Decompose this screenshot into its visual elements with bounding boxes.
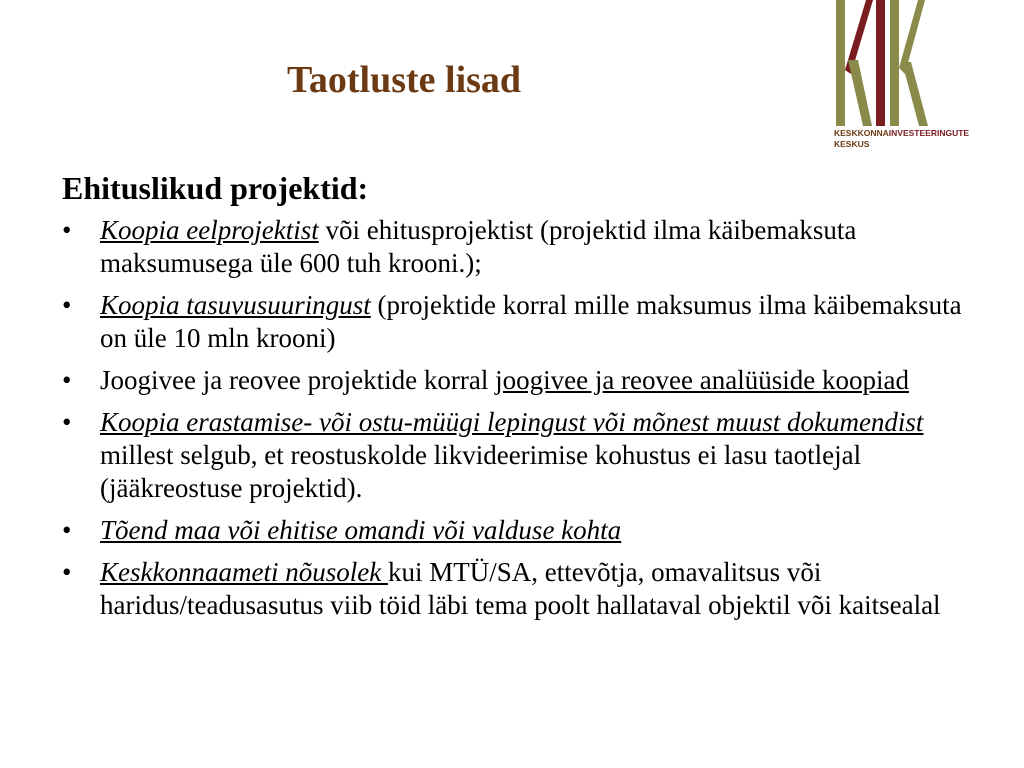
- item-underlined: joogivee ja reovee analüüside koopiad: [495, 365, 909, 395]
- bullet-icon: •: [62, 215, 72, 245]
- kik-logo: [832, 0, 982, 160]
- section-heading: Ehituslikud projektid:: [62, 170, 369, 206]
- logo-word-keskkonna: KESKKONNA: [834, 128, 889, 138]
- logo-word-investeeringute: INVESTEERINGUTE: [888, 128, 970, 138]
- item-emphasis: Keskkonnaameti nõusolek: [100, 557, 388, 587]
- kik-logo-mark: [832, 0, 982, 126]
- list-item: [62, 214, 972, 280]
- item-text: (projektide korral mille maksumus ilma käibemaksuta on üle 10 mln krooni): [100, 290, 962, 353]
- item-text: või ehitusprojektist (projektid ilma käibemaksuta maksumusega üle 600 tuh krooni.);: [100, 215, 857, 278]
- bullet-icon: •: [62, 407, 72, 437]
- bullet-icon: •: [62, 290, 72, 320]
- list-item: [62, 364, 972, 397]
- item-emphasis: Koopia tasuvusuuringust: [100, 290, 371, 320]
- bullet-icon: •: [62, 365, 72, 395]
- list-item: [62, 289, 972, 355]
- item-text: millest selgub, et reostuskolde likvideerimise kohustus ei lasu taotlejal (jääkreostuse projektid).: [100, 440, 862, 503]
- item-emphasis: Tõend maa või ehitise omandi või valduse kohta: [100, 515, 622, 545]
- logo-word-keskus: KESKUS: [834, 139, 870, 149]
- bullet-icon: •: [62, 515, 72, 545]
- requirements-list: [62, 214, 972, 622]
- item-emphasis: Koopia erastamise- või ostu-müügi lepingust või mõnest muust dokumendist: [100, 407, 924, 437]
- logo-stroke: [836, 0, 845, 126]
- list-item: [62, 556, 972, 622]
- logo-stroke: [902, 62, 928, 126]
- list-item: [62, 514, 972, 547]
- slide-title: Taotluste lisad: [287, 59, 522, 101]
- list-item: [62, 406, 972, 505]
- item-text: Joogivee ja reovee projektide korral: [100, 365, 496, 395]
- slide-body: [62, 168, 972, 631]
- bullet-icon: •: [62, 557, 72, 587]
- logo-stroke: [890, 0, 899, 126]
- logo-stroke: [876, 0, 885, 126]
- logo-text-line1: [834, 128, 969, 138]
- item-text: kui MTÜ/SA, ettevõtja, omavalitsus või haridus/teadusasutus viib töid läbi tema poolt hallataval objektil või kaitsealal: [100, 557, 941, 620]
- item-emphasis: Koopia eelprojektist: [100, 215, 319, 245]
- logo-stroke: [848, 60, 872, 126]
